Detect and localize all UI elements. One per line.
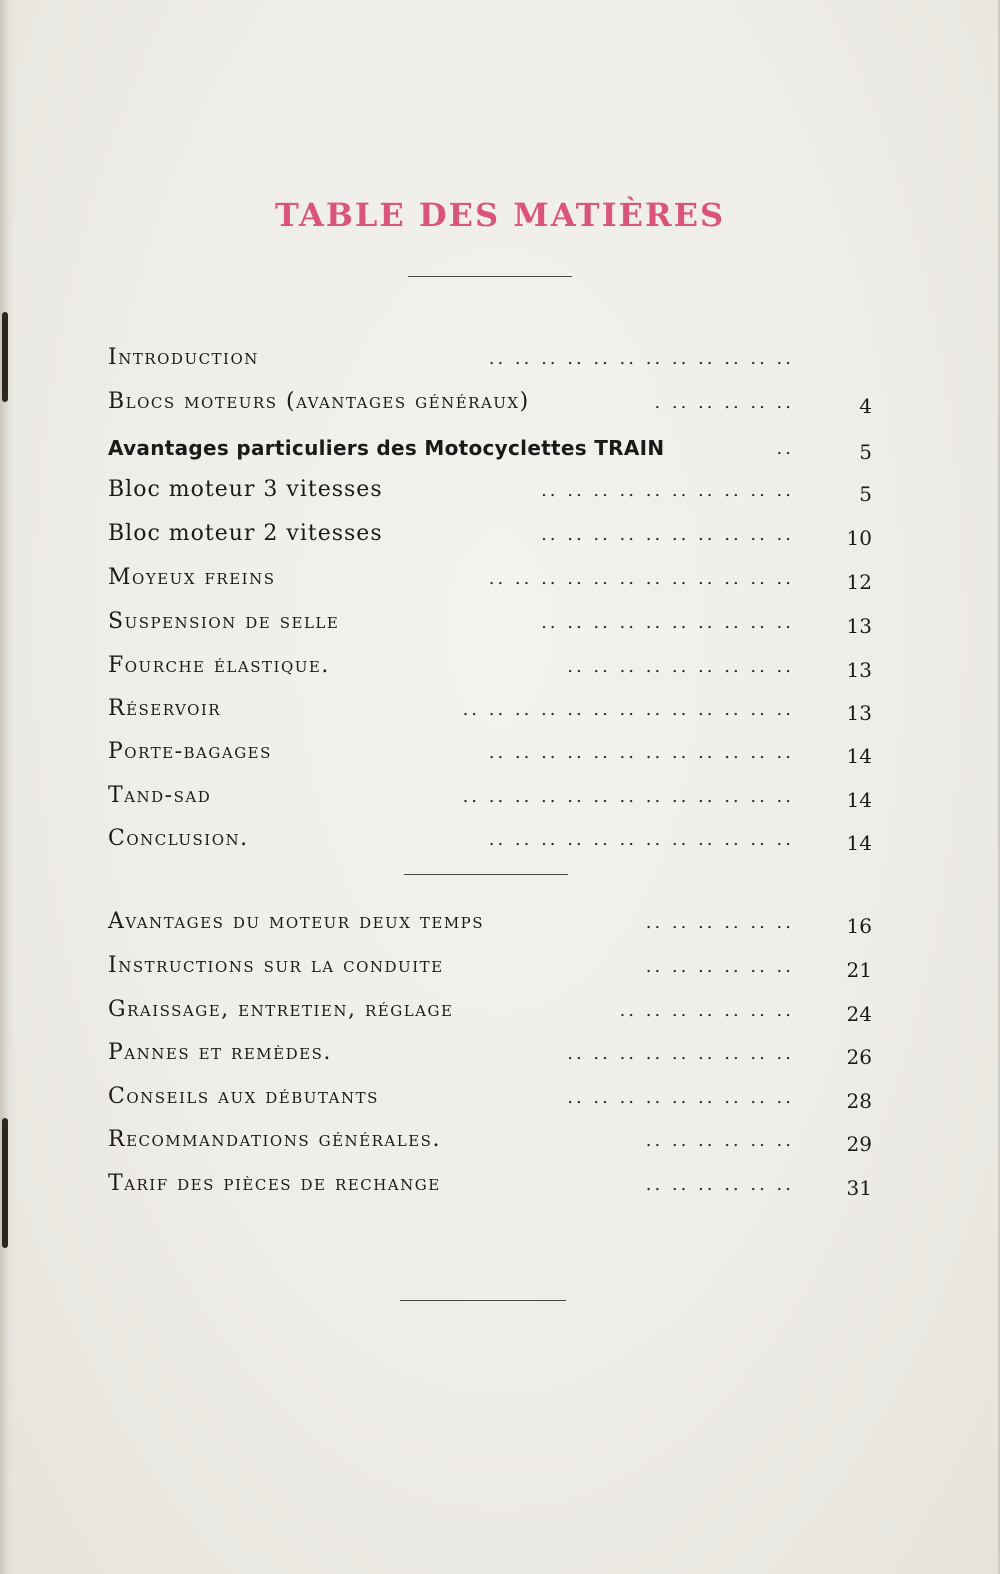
toc-label: Blocs moteurs (avantages généraux)	[108, 389, 530, 414]
toc-page-number: 5	[859, 482, 872, 506]
toc-entry	[108, 996, 872, 1036]
toc-entry	[108, 1083, 872, 1123]
divider	[408, 276, 572, 277]
toc-page-number: 4	[859, 394, 872, 418]
toc-page-number: 29	[846, 1132, 872, 1156]
binding-stitch	[2, 1118, 8, 1248]
toc-page-number: 28	[846, 1089, 872, 1113]
toc-entry	[108, 434, 872, 474]
dot-leader: .. .. .. .. .. .. .. .. .. .. .. .. ..	[462, 786, 794, 807]
toc-label: Suspension de selle	[108, 609, 340, 634]
dot-leader: .. .. .. .. .. .. .. .. ..	[567, 656, 794, 677]
toc-entry	[108, 564, 872, 604]
toc-label: Avantages du moteur deux temps	[108, 909, 485, 934]
toc-page-number: 31	[846, 1176, 872, 1200]
dot-leader: .. .. .. .. .. .. .. .. ..	[567, 1087, 794, 1108]
dot-leader: .. .. .. .. .. .. ..	[619, 1000, 794, 1021]
toc-label: Introduction	[108, 345, 259, 370]
toc-label: Bloc moteur 2 vitesses	[108, 521, 383, 546]
toc-label: Instructions sur la conduite	[108, 953, 444, 978]
toc-entry	[108, 520, 872, 560]
toc-entry	[108, 782, 872, 822]
toc-page-number: 14	[846, 788, 872, 812]
toc-entry	[108, 1039, 872, 1079]
page-edge	[0, 0, 14, 1574]
toc-page-number: 12	[846, 570, 872, 594]
toc-entry	[108, 388, 872, 428]
dot-leader: .. .. .. .. .. ..	[645, 1174, 794, 1195]
toc-entry	[108, 1126, 872, 1166]
dot-leader: .. .. .. .. .. ..	[645, 912, 794, 933]
toc-entry	[108, 952, 872, 992]
toc-page-number: 5	[859, 440, 872, 464]
dot-leader: .. .. .. .. .. ..	[645, 1130, 794, 1151]
toc-entry	[108, 652, 872, 692]
dot-leader: .. .. .. .. .. .. .. .. .. .. .. .. ..	[462, 699, 794, 720]
toc-page-number: 24	[846, 1002, 872, 1026]
toc-label: Pannes et remèdes.	[108, 1040, 332, 1065]
toc-entry	[108, 476, 872, 516]
toc-label: Porte-bagages	[108, 739, 272, 764]
toc-entry	[108, 344, 872, 384]
toc-label: Graissage, entretien, réglage	[108, 997, 454, 1022]
toc-entry	[108, 738, 872, 778]
divider	[404, 874, 568, 875]
toc-page-number: 13	[846, 614, 872, 638]
dot-leader: .. .. .. .. .. .. .. .. .. .. .. ..	[488, 568, 794, 589]
toc-page-number: 21	[846, 958, 872, 982]
toc-label: Moyeux freins	[108, 565, 276, 590]
dot-leader: . .. .. .. .. ..	[654, 392, 794, 413]
toc-entry	[108, 1170, 872, 1210]
toc-entry	[108, 608, 872, 648]
toc-page-number: 14	[846, 744, 872, 768]
toc-entry	[108, 825, 872, 865]
toc-label: Réservoir	[108, 696, 222, 721]
dot-leader: .. .. .. .. .. .. .. .. .. ..	[541, 612, 794, 633]
page-title: TABLE DES MATIÈRES	[274, 196, 726, 234]
dot-leader: .. .. .. .. .. .. .. .. .. ..	[541, 480, 794, 501]
toc-label: Avantages particuliers des Motocyclettes TRAIN	[108, 436, 665, 460]
binding-stitch	[2, 312, 8, 402]
dot-leader: .. .. .. .. .. ..	[645, 956, 794, 977]
toc-label: Conclusion.	[108, 826, 249, 851]
divider	[400, 1300, 566, 1301]
toc-label: Recommandations générales.	[108, 1127, 441, 1152]
toc-page-number: 14	[846, 831, 872, 855]
toc-label: Fourche élastique.	[108, 653, 330, 678]
toc-page-number: 13	[846, 658, 872, 682]
toc-label: Bloc moteur 3 vitesses	[108, 477, 383, 502]
dot-leader: .. .. .. .. .. .. .. .. .. ..	[541, 524, 794, 545]
dot-leader: .. .. .. .. .. .. .. .. .. .. .. ..	[488, 829, 794, 850]
dot-leader: .. .. .. .. .. .. .. .. ..	[567, 1043, 794, 1064]
toc-page-number: 10	[846, 526, 872, 550]
toc-page-number: 26	[846, 1045, 872, 1069]
dot-leader: .. .. .. .. .. .. .. .. .. .. .. ..	[488, 742, 794, 763]
dot-leader: ..	[776, 438, 794, 459]
toc-page-number: 13	[846, 701, 872, 725]
toc-label: Tand-sad	[108, 783, 212, 808]
dot-leader: .. .. .. .. .. .. .. .. .. .. .. ..	[488, 348, 794, 369]
toc-entry	[108, 908, 872, 948]
toc-label: Tarif des pièces de rechange	[108, 1171, 441, 1196]
toc-page-number: 16	[846, 914, 872, 938]
toc-label: Conseils aux débutants	[108, 1084, 379, 1109]
toc-entry	[108, 695, 872, 735]
